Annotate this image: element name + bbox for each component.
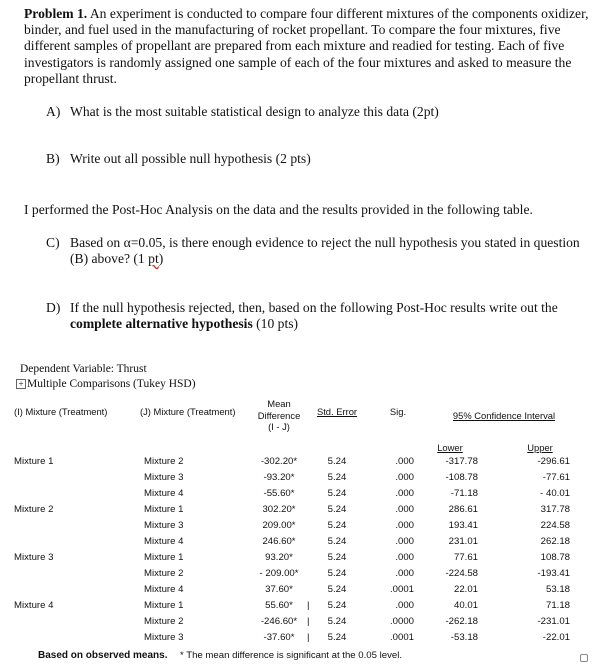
cell-std-error: 5.24 xyxy=(327,488,347,499)
cell-lower: -262.18 xyxy=(445,616,478,627)
cell-sig: .000 xyxy=(395,568,414,579)
cell-std-error: 5.24 xyxy=(327,616,347,627)
group-label: Mixture 3 xyxy=(14,552,54,563)
cell-sig: .0001 xyxy=(389,632,414,643)
header-confidence-interval: 95% Confidence Interval xyxy=(452,410,556,421)
problem-title: Problem 1. xyxy=(24,6,88,21)
cell-upper: -77.61 xyxy=(542,472,570,483)
cell-mean-difference: -246.60* xyxy=(260,616,298,627)
cell-std-error: 5.24 xyxy=(327,600,347,611)
header-std-error: Std. Error xyxy=(316,406,358,417)
spellcheck-word: pt xyxy=(148,251,159,267)
cell-lower: -317.78 xyxy=(445,456,478,467)
header-j-mixture: (J) Mixture (Treatment) xyxy=(140,406,236,417)
cell-upper: -231.01 xyxy=(537,616,570,627)
cell-lower: -71.18 xyxy=(450,488,478,499)
cell-upper: 108.78 xyxy=(540,552,570,563)
cell-j-mixture: Mixture 3 xyxy=(144,632,184,643)
cell-lower: 40.01 xyxy=(453,600,478,611)
cell-lower: 22.01 xyxy=(453,584,478,595)
cell-j-mixture: Mixture 2 xyxy=(144,568,184,579)
question-c-text: Based on α=0.05, is there enough evidence to reject the null hypothesis you stated in question (B) above? (1 pt) xyxy=(70,235,580,267)
question-a-label: A) xyxy=(46,104,61,119)
cell-separator: | xyxy=(307,632,310,643)
cell-j-mixture: Mixture 1 xyxy=(144,504,184,515)
question-d-text: If the null hypothesis rejected, then, based on the following Post-Hoc results write out the complete alternative hypothesis (10 pts) xyxy=(70,300,558,332)
cell-mean-difference: 246.60* xyxy=(262,536,296,547)
cell-lower: -224.58 xyxy=(445,568,478,579)
cell-j-mixture: Mixture 2 xyxy=(144,456,184,467)
cell-std-error: 5.24 xyxy=(327,552,347,563)
cell-upper: 71.18 xyxy=(545,600,570,611)
question-c-label: C) xyxy=(46,235,60,250)
header-upper: Upper xyxy=(527,442,553,453)
cell-mean-difference: 37.60* xyxy=(265,584,293,595)
cell-j-mixture: Mixture 4 xyxy=(144,584,184,595)
problem-intro: An experiment is conducted to compare four different mixtures of the components oxidizer, binder, and fuel used in the manufacturing of rocket propellant. To compare the four mixtures, five different samples of propellant are prepared from each mixture and readied for testing. Each of five investigators is randomly assigned one sample of each of the four mixtures and asked to measure the propellant thrust. xyxy=(24,6,589,86)
cell-sig: .000 xyxy=(395,520,414,531)
cell-sig: .000 xyxy=(395,600,414,611)
header-mean-difference: Mean Difference (I - J) xyxy=(257,398,301,432)
cell-mean-difference: - 209.00* xyxy=(259,568,299,579)
cell-lower: 193.41 xyxy=(448,520,478,531)
group-label: Mixture 4 xyxy=(14,600,54,611)
question-c xyxy=(46,235,586,267)
cell-lower: 231.01 xyxy=(448,536,478,547)
cell-std-error: 5.24 xyxy=(327,584,347,595)
group-label: Mixture 1 xyxy=(14,456,54,467)
cell-upper: -193.41 xyxy=(537,568,570,579)
cell-sig: .000 xyxy=(395,536,414,547)
cell-sig: .000 xyxy=(395,488,414,499)
cell-std-error: 5.24 xyxy=(327,456,347,467)
cell-mean-difference: -37.60* xyxy=(263,632,295,643)
header-i-mixture: (I) Mixture (Treatment) xyxy=(14,406,108,417)
cell-std-error: 5.24 xyxy=(327,472,347,483)
cell-mean-difference: -302.20* xyxy=(260,456,298,467)
header-lower: Lower xyxy=(437,442,463,453)
cell-std-error: 5.24 xyxy=(327,504,347,515)
cell-j-mixture: Mixture 1 xyxy=(144,552,184,563)
cell-sig: .000 xyxy=(395,472,414,483)
footer-significance-note: * The mean difference is significant at the 0.05 level. xyxy=(180,650,403,661)
cell-sig: .0001 xyxy=(389,584,414,595)
cell-sig: .000 xyxy=(395,504,414,515)
question-a xyxy=(46,104,586,120)
cell-j-mixture: Mixture 3 xyxy=(144,472,184,483)
cell-upper: -296.61 xyxy=(537,456,570,467)
group-label: Mixture 2 xyxy=(14,504,54,515)
cell-mean-difference: 55.60* xyxy=(265,600,293,611)
cell-upper: 262.18 xyxy=(540,536,570,547)
question-b-label: B) xyxy=(46,151,60,166)
expand-icon[interactable]: + xyxy=(16,379,26,389)
cell-j-mixture: Mixture 2 xyxy=(144,616,184,627)
cell-lower: 286.61 xyxy=(448,504,478,515)
cell-upper: -22.01 xyxy=(542,632,570,643)
dependent-variable-caption: Dependent Variable: Thrust xyxy=(20,363,147,375)
cell-std-error: 5.24 xyxy=(327,520,347,531)
question-d-label: D) xyxy=(46,300,61,315)
cell-std-error: 5.24 xyxy=(327,568,347,579)
cell-upper: - 40.01 xyxy=(540,488,570,499)
question-b xyxy=(46,151,586,167)
cell-separator: | xyxy=(307,616,310,627)
problem-statement xyxy=(24,6,590,87)
question-b-text: Write out all possible null hypothesis (2 pts) xyxy=(70,151,311,166)
multiple-comparisons-caption: + Multiple Comparisons (Tukey HSD) xyxy=(16,378,196,390)
question-d xyxy=(46,300,586,332)
cell-lower: -53.18 xyxy=(450,632,478,643)
cell-mean-difference: 93.20* xyxy=(265,552,293,563)
cell-sig: .0000 xyxy=(389,616,414,627)
cell-j-mixture: Mixture 1 xyxy=(144,600,184,611)
cell-mean-difference: -55.60* xyxy=(263,488,295,499)
cell-mean-difference: 209.00* xyxy=(262,520,296,531)
header-sig: Sig. xyxy=(389,406,407,417)
cell-j-mixture: Mixture 4 xyxy=(144,488,184,499)
cell-j-mixture: Mixture 4 xyxy=(144,536,184,547)
cell-sig: .000 xyxy=(395,552,414,563)
footer-observed-means: Based on observed means. xyxy=(38,650,168,661)
cell-mean-difference: -93.20* xyxy=(263,472,295,483)
cell-lower: 77.61 xyxy=(453,552,478,563)
cell-j-mixture: Mixture 3 xyxy=(144,520,184,531)
cell-std-error: 5.24 xyxy=(327,536,347,547)
posthoc-table xyxy=(14,398,584,662)
cell-separator: | xyxy=(307,600,310,611)
cell-mean-difference: 302.20* xyxy=(262,504,296,515)
cell-lower: -108.78 xyxy=(445,472,478,483)
posthoc-statement: I performed the Post-Hoc Analysis on the data and the results provided in the following table. xyxy=(24,202,533,217)
cell-upper: 317.78 xyxy=(540,504,570,515)
resize-handle[interactable] xyxy=(580,654,588,662)
cell-upper: 224.58 xyxy=(540,520,570,531)
cell-std-error: 5.24 xyxy=(327,632,347,643)
cell-upper: 53.18 xyxy=(545,584,570,595)
cell-sig: .000 xyxy=(395,456,414,467)
question-a-text: What is the most suitable statistical design to analyze this data (2pt) xyxy=(70,104,439,119)
